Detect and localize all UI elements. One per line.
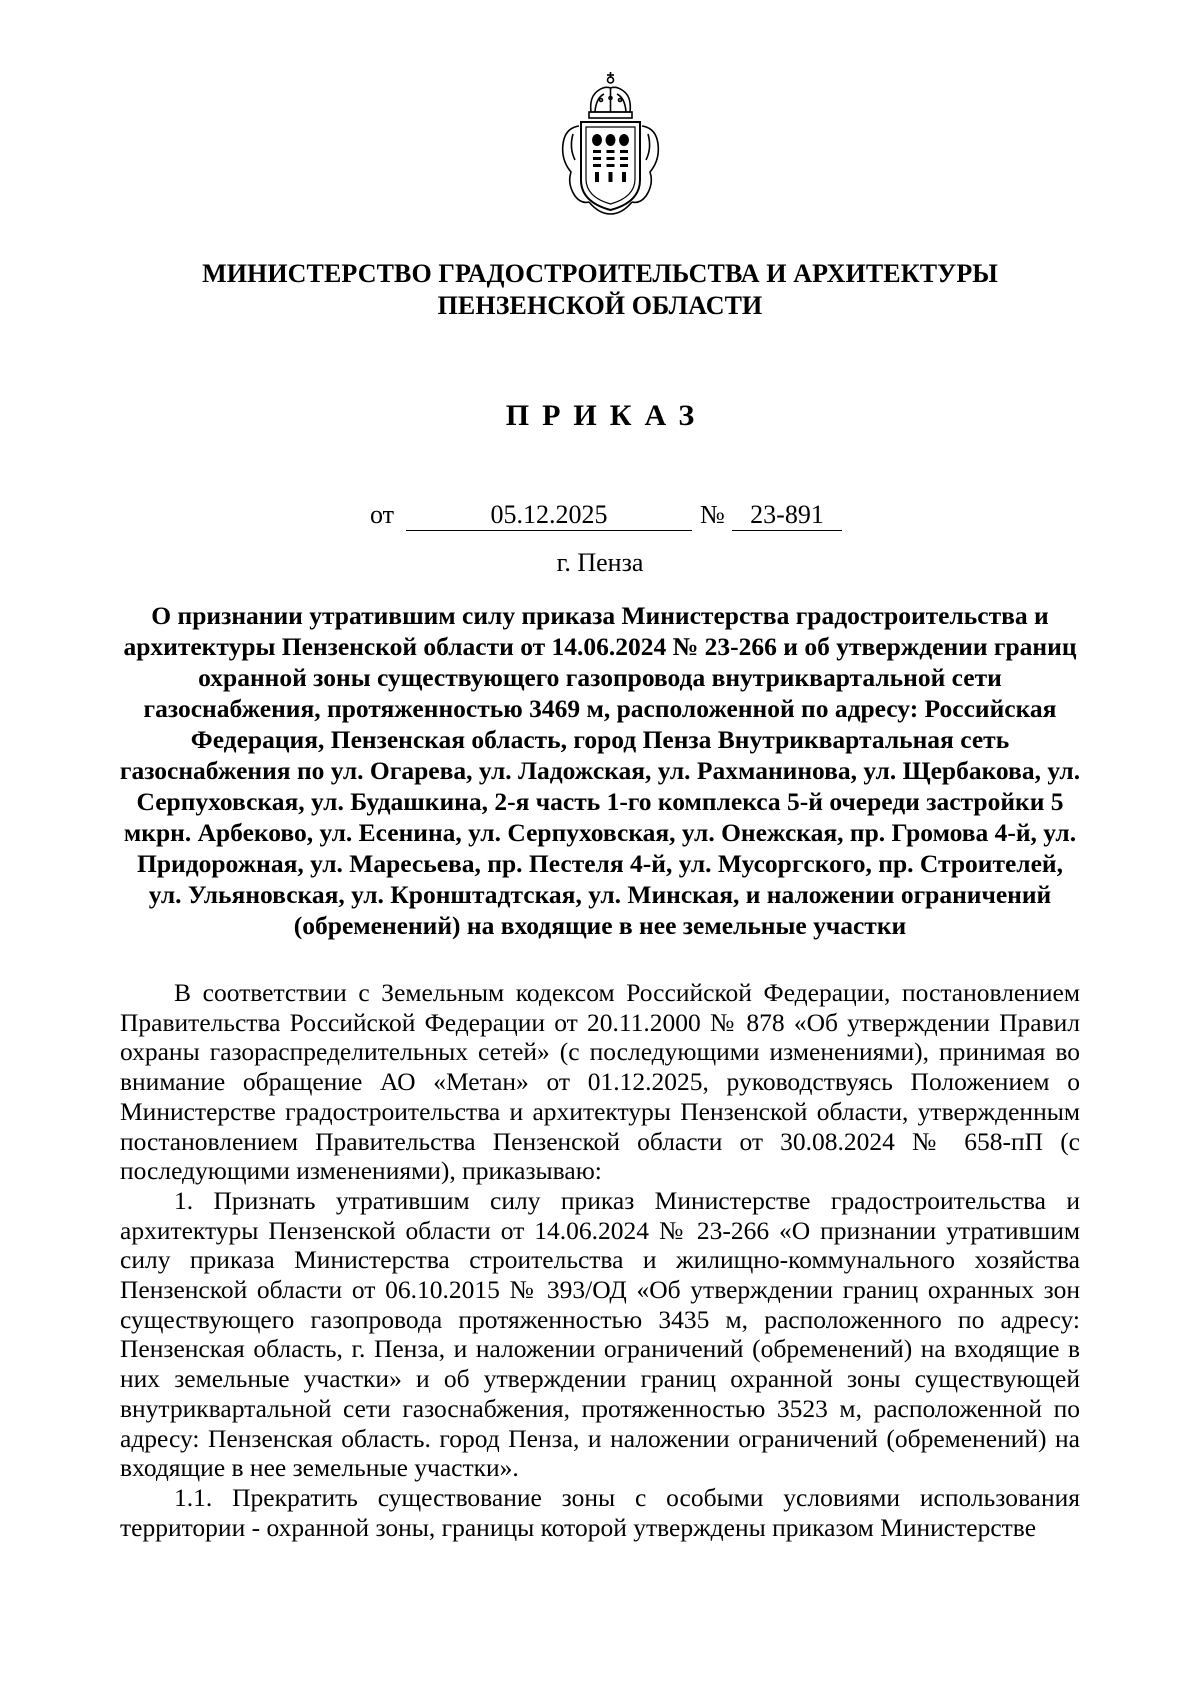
- city-of-issue: г. Пенза: [556, 548, 644, 577]
- number-label: №: [700, 500, 725, 529]
- preamble-paragraph: В соответствии с Земельным кодексом Российской Федерации, постановлением Правительства Российской Федерации от 20.11.2000 № 878 «Об утверждении Правил охраны газораспределительных сетей» (с последующими изменениями), принимая во внимание обращение АО «Метан» от 01.12.2025, руководствуясь Положением о Министерстве градостроительства и архитектуры Пензенской области, утвержденным постановлением Правительства Пензенской области от 30.08.2024 № 658-пП (с последующими изменениями), приказываю:: [120, 978, 1080, 1186]
- item-1-1-paragraph: 1.1. Прекратить существование зоны с особыми условиями использования территории - охранной зоны, границы которой утверждены приказом Министерстве: [120, 1482, 1080, 1542]
- ministry-name-line2: ПЕНЗЕНСКОЙ ОБЛАСТИ: [437, 291, 763, 320]
- order-body: [120, 978, 1080, 1542]
- item-1-paragraph: 1. Признать утратившим силу приказ Министерстве градостроительства и архитектуры Пензенской области от 14.06.2024 № 23-266 «О признании утратившим силу приказа Министерства строительства и жилищно-коммунального хозяйства Пензенской области от 06.10.2015 № 393/ОД «Об утверждении границ охранных зон существующего газопровода протяженностью 3435 м, расположенного по адресу: Пензенская область, г. Пенза, и наложении ограничений (обременений) на входящие в них земельные участки» и об утверждении границ охранной зоны существующей внутриквартальной сети газоснабжения, протяженностью 3523 м, расположенной по адресу: Пензенская область. город Пенза, и наложении ограничений (обременений) на входящие в нее земельные участки».: [120, 1185, 1080, 1483]
- document-type-heading: ПРИКАЗ: [505, 399, 708, 432]
- order-title: О признании утратившим силу приказа Министерства градостроительства и архитектуры Пензенской области от 14.06.2024 № 23-266 и об утверждении границ охранной зоны существующего газопровода внутриквартальной сети газоснабжения, протяженностью 3469 м, расположенной по адресу: Российская Федерация, Пензенская область, город Пенза Внутриквартальная сеть газоснабжения по ул. Огарева, ул. Ладожская, ул. Рахманинова, ул. Щербакова, ул. Серпуховская, ул. Будашкина, 2-я часть 1-го комплекса 5-й очереди застройки 5 мкрн. Арбеково, ул. Есенина, ул. Серпуховская, ул. Онежская, пр. Громова 4-й, ул. Придорожная, ул. Маресьева, пр. Пестеля 4-й, ул. Мусоргского, пр. Строителей, ул. Ульяновская, ул. Кронштадтская, ул. Минская, и наложении ограничений (обременений) на входящие в нее земельные участки: [119, 601, 1081, 940]
- order-date: 05.12.2025: [406, 500, 692, 531]
- order-number: 23-891: [732, 500, 842, 531]
- order-date-number-line: [370, 500, 850, 534]
- ministry-name-line1: МИНИСТЕРСТВО ГРАДОСТРОИТЕЛЬСТВА И АРХИТЕКТУРЫ: [202, 259, 998, 288]
- penza-oblast-coat-of-arms-icon: [559, 68, 662, 218]
- from-label: от: [370, 500, 395, 529]
- ministry-name: [120, 258, 1080, 322]
